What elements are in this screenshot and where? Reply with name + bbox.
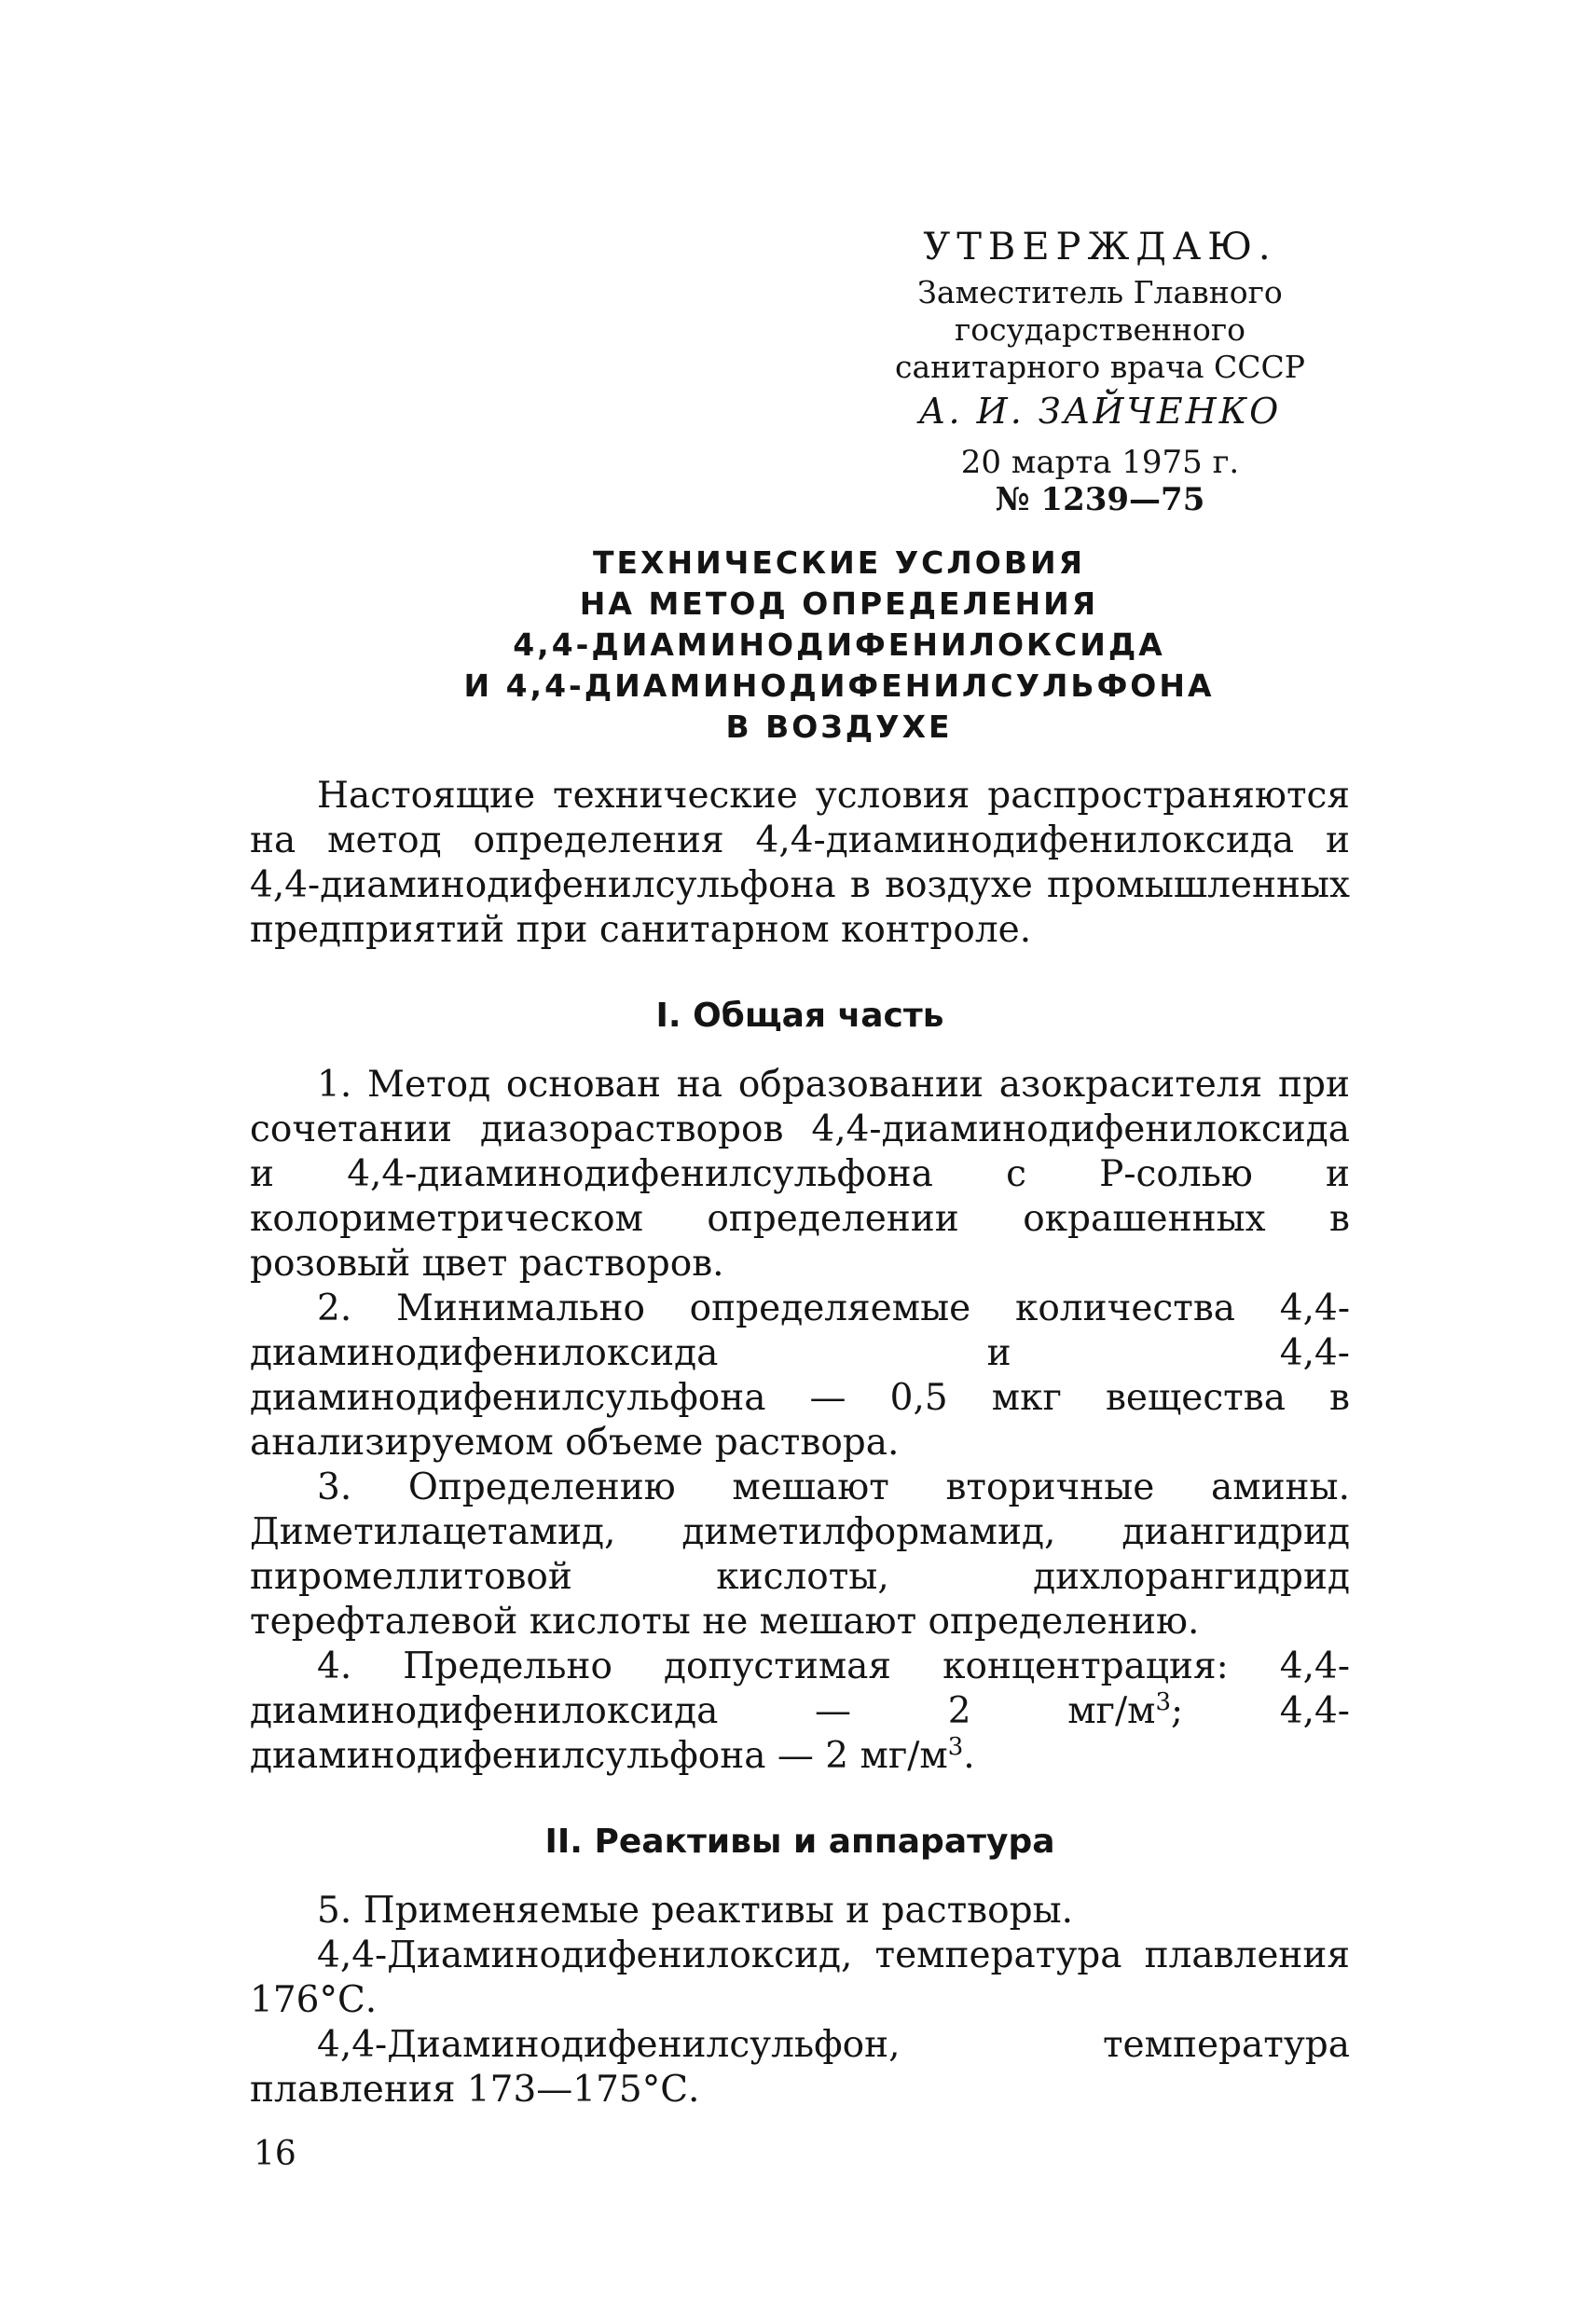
approver-name: А. И. ЗАЙЧЕНКО xyxy=(918,391,1282,432)
superscript-3: 3 xyxy=(947,1733,964,1761)
title-line: 4,4-ДИАМИНОДИФЕНИЛОКСИДА xyxy=(513,626,1165,663)
paragraph-4-part-a: 4. Предельно допустимая концентрация: 4,4-диаминодифенилоксида — 2 мг/м xyxy=(250,1645,1350,1732)
approval-heading: УТВЕРЖДАЮ. xyxy=(923,226,1277,268)
section-heading-reagents: II. Реактивы и аппаратура xyxy=(544,1823,1055,1861)
paragraph-4 xyxy=(250,1645,1350,1779)
paragraph-6: 4,4-Диаминодифенилоксид, температура плавления 176°С. xyxy=(250,1934,1350,2021)
paragraph-5: 5. Применяемые реактивы и растворы. xyxy=(317,1890,1074,1932)
page-number: 16 xyxy=(254,2135,296,2173)
approval-line: государственного xyxy=(954,311,1246,348)
paragraph-4-part-b: ; 4,4-диаминодифенилсульфона — 2 мг/м xyxy=(250,1690,1350,1777)
paragraph-7: 4,4-Диаминодифенилсульфон, температура плавления 173—175°С. xyxy=(250,2024,1350,2111)
document-body xyxy=(250,774,1350,2112)
paragraph-3: 3. Определению мешают вторичные амины. Диметилацетамид, диметилформамид, диангидрид пиромеллитовой кислоты, дихлорангидрид терефталевой кислоты не мешают определению. xyxy=(250,1466,1350,1643)
section-heading-general: I. Общая часть xyxy=(655,997,944,1035)
paragraph-2: 2. Минимально определяемые количества 4,4-диаминодифенилоксида и 4,4-диаминодифенилсульфона — 0,5 мкг вещества в анализируемом объеме раствора. xyxy=(250,1287,1350,1464)
approval-line: Заместитель Главного xyxy=(917,274,1283,310)
document-title xyxy=(373,543,1305,748)
approval-line: санитарного врача СССР xyxy=(894,349,1306,385)
paragraph-1: 1. Метод основан на образовании азокрасителя при сочетании диазорастворов 4,4-диаминодифенилоксида и 4,4-диаминодифенилсульфона с Р-солью и колориметрическом определении окрашенных в розовый цвет растворов. xyxy=(250,1064,1350,1285)
title-line: И 4,4-ДИАМИНОДИФЕНИЛСУЛЬФОНА xyxy=(463,667,1215,704)
intro-paragraph: Настоящие технические условия распространяются на метод определения 4,4-диаминодифенилоксида и 4,4-диаминодифенилсульфона в воздухе промышленных предприятий при санитарном контроле. xyxy=(250,775,1350,951)
approval-number: № 1239—75 xyxy=(995,481,1205,518)
title-line: ТЕХНИЧЕСКИЕ УСЛОВИЯ xyxy=(592,544,1086,581)
superscript-3: 3 xyxy=(1155,1688,1171,1716)
title-line: В ВОЗДУХЕ xyxy=(725,709,953,745)
approval-block xyxy=(867,224,1333,518)
approval-date: 20 марта 1975 г. xyxy=(960,444,1240,481)
title-line: НА МЕТОД ОПРЕДЕЛЕНИЯ xyxy=(579,585,1099,622)
paragraph-4-part-c: . xyxy=(963,1735,975,1777)
